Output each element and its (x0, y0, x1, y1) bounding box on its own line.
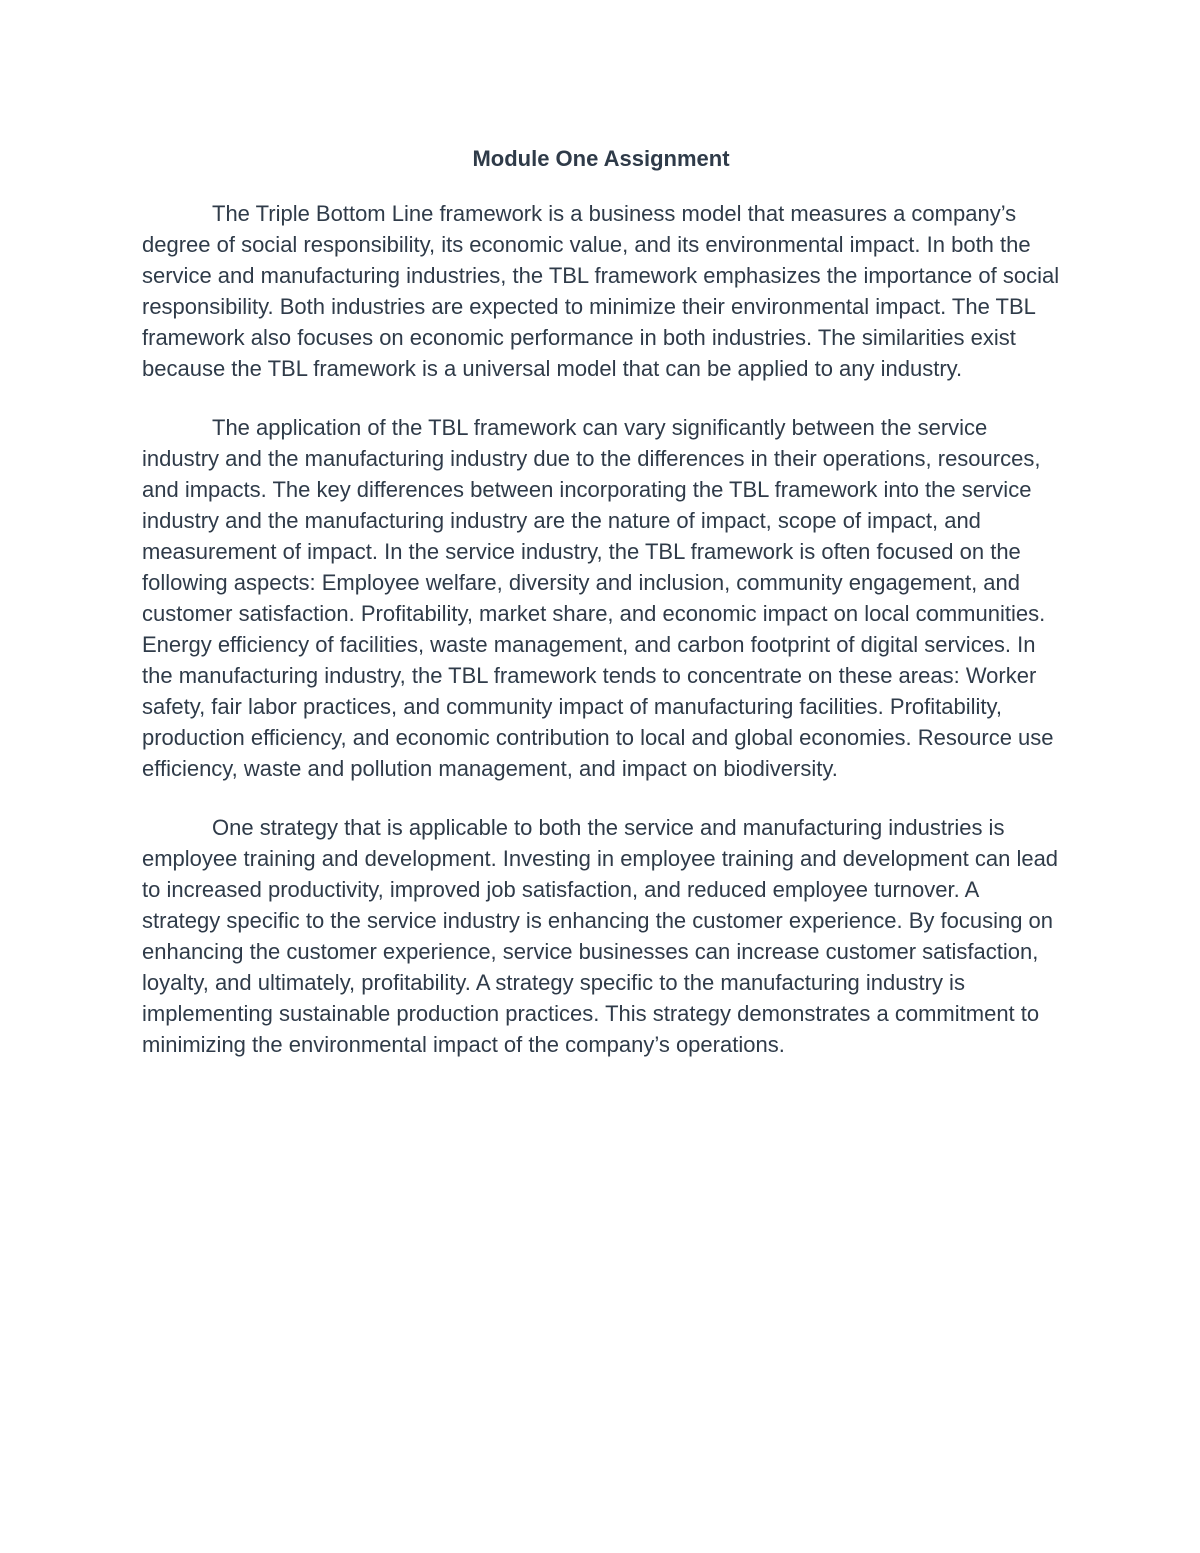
paragraph-differences: The application of the TBL framework can vary significantly between the service industry and the manufacturing industry due to the differences in their operations, resources, and impacts. The key differences between incorporating the TBL framework into the service industry and the manufacturing industry are the nature of impact, scope of impact, and measurement of impact. In the service industry, the TBL framework is often focused on the following aspects: Employee welfare, diversity and inclusion, community engagement, and customer satisfaction. Profitability, market share, and economic impact on local communities. Energy efficiency of facilities, waste management, and carbon footprint of digital services. In the manufacturing industry, the TBL framework tends to concentrate on these areas: Worker safety, fair labor practices, and community impact of manufacturing facilities. Profitability, production efficiency, and economic contribution to local and global economies. Resource use efficiency, waste and pollution management, and impact on biodiversity. (142, 415, 1054, 781)
document-title: Module One Assignment (472, 146, 730, 171)
document-body (142, 143, 1060, 1088)
paragraph-similarities: The Triple Bottom Line framework is a business model that measures a company’s degree of social responsibility, its economic value, and its environmental impact. In both the service and manufacturing industries, the TBL framework emphasizes the importance of social responsibility. Both industries are expected to minimize their environmental impact. The TBL framework also focuses on economic performance in both industries. The similarities exist because the TBL framework is a universal model that can be applied to any industry. (142, 201, 1060, 381)
paragraph-strategies: One strategy that is applicable to both the service and manufacturing industries is employee training and development. Investing in employee training and development can lead to increased productivity, improved job satisfaction, and reduced employee turnover. A strategy specific to the service industry is enhancing the customer experience. By focusing on enhancing the customer experience, service businesses can increase customer satisfaction, loyalty, and ultimately, profitability. A strategy specific to the manufacturing industry is implementing sustainable production practices. This strategy demonstrates a commitment to minimizing the environmental impact of the company’s operations. (142, 815, 1059, 1057)
